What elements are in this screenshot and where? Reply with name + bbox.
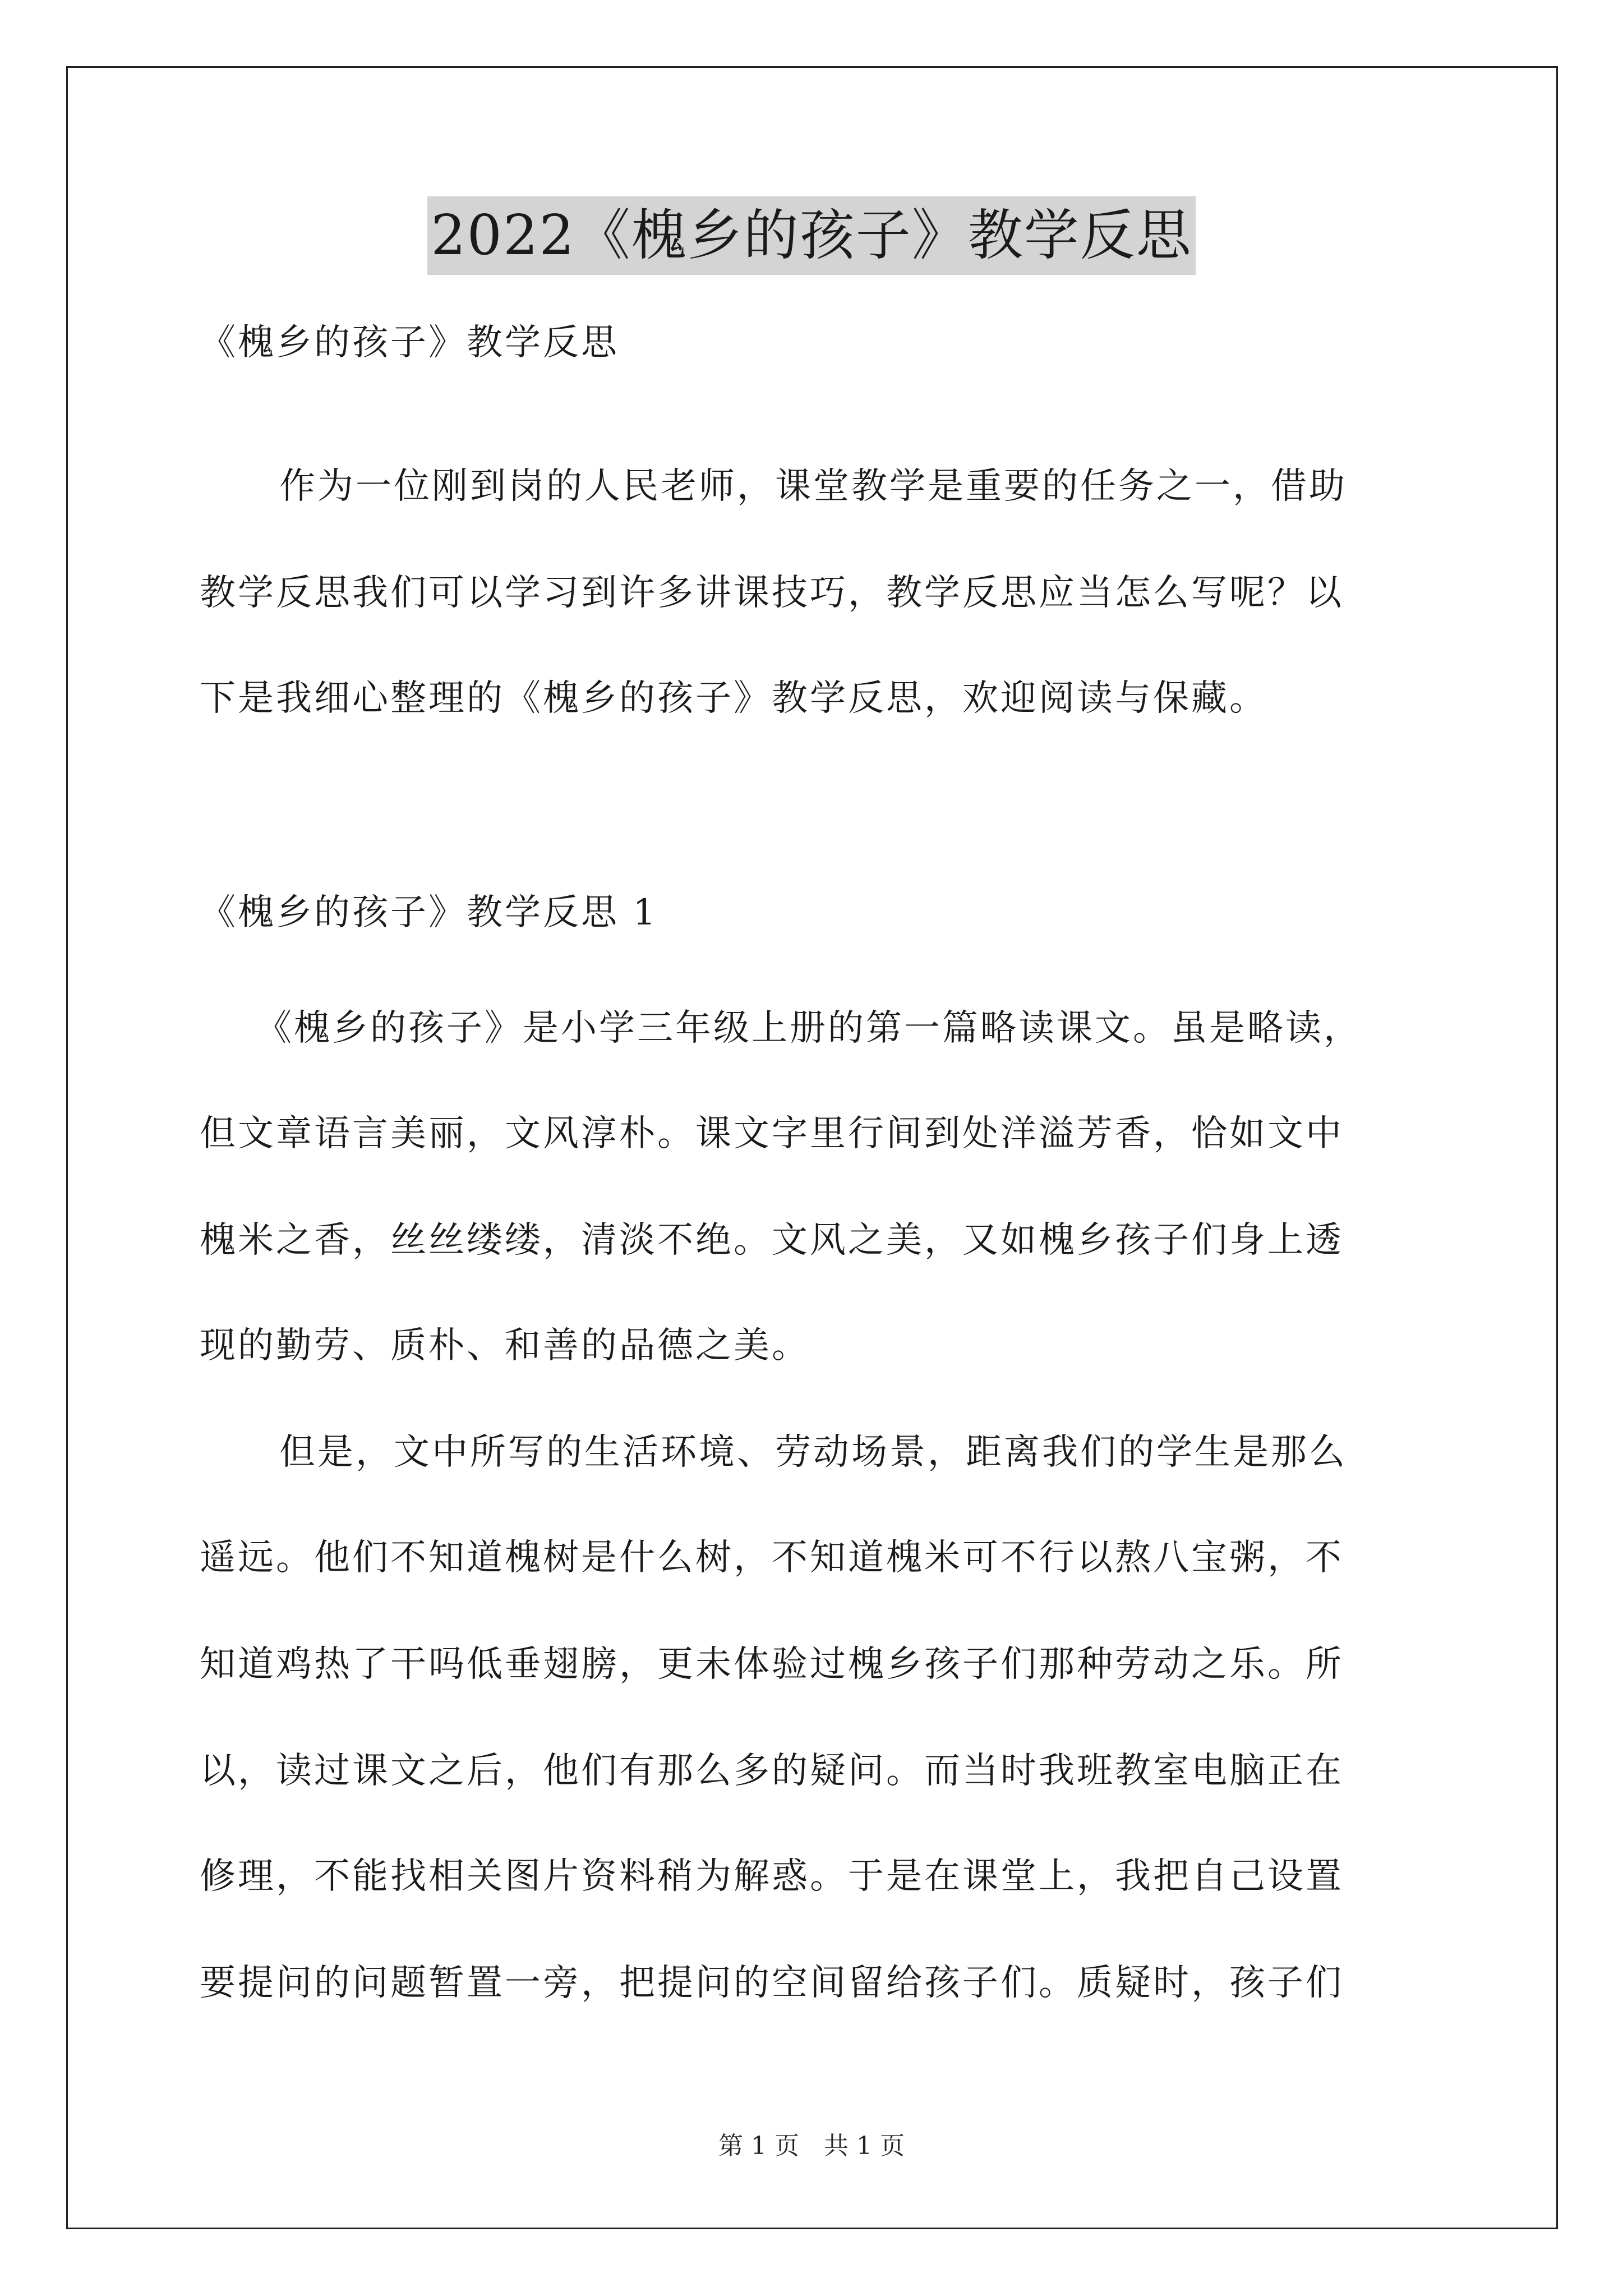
paragraph-line: 但是，文中所写的生活环境、劳动场景，距离我们的学生是那么 bbox=[279, 1432, 1347, 1473]
paragraph-line: 《槐乡的孩子》是小学三年级上册的第一篇略读课文。虽是略读， bbox=[256, 1007, 1362, 1049]
paragraph-line: 知道鸡热了干吗低垂翅膀，更未体验过槐乡孩子们那种劳动之乐。所 bbox=[200, 1644, 1344, 1685]
paragraph-line: 但文章语言美丽，文风淳朴。课文字里行间到处洋溢芳香，恰如文中 bbox=[200, 1113, 1344, 1154]
document-title: 2022《槐乡的孩子》教学反思 bbox=[427, 196, 1195, 275]
intro-line: 教学反思我们可以学习到许多讲课技巧，教学反思应当怎么写呢？以 bbox=[200, 572, 1344, 614]
paragraph-line: 修理，不能找相关图片资料稍为解惑。于是在课堂上，我把自己设置 bbox=[200, 1856, 1344, 1897]
intro-line: 下是我细心整理的《槐乡的孩子》教学反思，欢迎阅读与保藏。 bbox=[200, 678, 1267, 719]
paragraph-line: 要提问的问题暂置一旁，把提问的空间留给孩子们。质疑时，孩子们 bbox=[200, 1962, 1344, 2004]
section-heading: 《槐乡的孩子》教学反思 1 bbox=[200, 892, 658, 933]
paragraph-line: 遥远。他们不知道槐树是什么树，不知道槐米可不行以熬八宝粥，不 bbox=[200, 1537, 1344, 1579]
paragraph-line: 槐米之香，丝丝缕缕，清淡不绝。文风之美，又如槐乡孩子们身上透 bbox=[200, 1220, 1344, 1261]
intro-line: 作为一位刚到岗的人民老师，课堂教学是重要的任务之一，借助 bbox=[279, 466, 1347, 507]
paragraph-line: 现的勤劳、质朴、和善的品德之美。 bbox=[200, 1325, 810, 1366]
paragraph-line: 以，读过课文之后，他们有那么多的疑问。而当时我班教室电脑正在 bbox=[200, 1750, 1344, 1792]
page-number-footer: 第 1 页 共 1 页 bbox=[718, 2132, 905, 2160]
title-container bbox=[0, 196, 1623, 275]
document-subtitle: 《槐乡的孩子》教学反思 bbox=[200, 322, 619, 364]
